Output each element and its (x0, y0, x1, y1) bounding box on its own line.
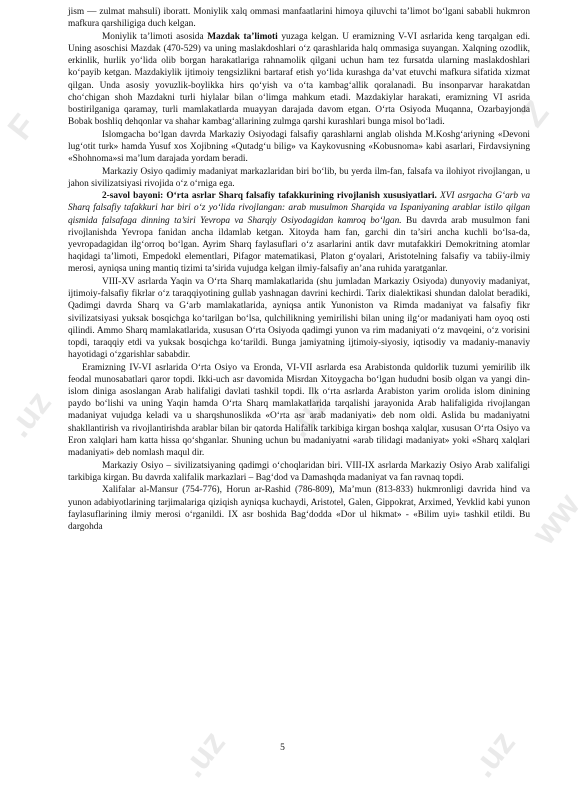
paragraph: Markaziy Osiyo qadimiy madaniyat markazlaridan biri bo‘lib, bu yerda ilm-fan, falsafa va ilohiyot rivojlangan, u jahon sivilizatsiyasi rivojida o‘z o‘rniga ega. (68, 166, 530, 189)
watermark-z: Z (513, 94, 557, 135)
paragraph: 2-savol bayoni: O‘rta asrlar Sharq falsafiy tafakkurining rivojlanish xususiyatlari. XVI asrgacha G‘arb va Sharq falsafiy tafakkuri har biri o‘z yo‘lida rivojlangan: arab musulmon Sharqida va Ispaniyaning arablar istilo qilgan qismida falsafaga dinning ta’siri Yevropa va Sharqiy Osiyodagidan kamroq bo‘lgan. Bu davrda arab musulmon fani rivojlanishda Yevropa fanidan ancha ildamlab ketgan. Xitoyda ham fan, garchi din ta’siri ancha kuchli bo‘lsa-da, yevropadagidan ilg‘orroq bo‘lgan. Ayrim Sharq faylasuflari o‘z asarlarini antik davr mutafakkiri Demokritning atomlar haqidagi ta’limoti, Empedokl elementlari, Pifagor matematikasi, Platon g‘oyalari, Aristotelning falsafiy va tabiiy-ilmiy merosi, ayniqsa uning mantiq tizimi ta’sirida vujudga kelgan ilmiy-falsafiy an’ana ruhida yaratganlar. (68, 191, 530, 275)
watermark-uz: .uz (0, 383, 59, 445)
paragraph: VIII-XV asrlarda Yaqin va O‘rta Sharq mamlakatlarida (shu jumladan Markaziy Osiyoda) dunyoviy madaniyat, ijtimoiy-falsafiy fikrlar o‘z taraqqiyotining gullab yashnagan davrini kechirdi. Tarix dialektikasi shundan dalolat beradiki, Qadimgi davrda Sharq va G‘arb mamlakatlarida, ayniqsa antik Yunoniston va Rimda madaniyat va falsafiy fikr sivilizatsiyasi yuksak bosqichga ko‘tarilgan bo‘lsa, qulchilikning yemirilishi bilan uning ilg‘or madaniyati ham oyoq osti qilindi. Ammo Sharq mamlakatlarida, xususan O‘rta Osiyoda qadimgi yunon va rim madaniyati o‘z mavqeini, o‘z vorisini topdi, taraqqiy etdi va yuksak bosqichga ko‘tarildi. Bunga jamiyatning ijtimoiy-siyosiy, iqtisodiy va madaniy-manaviy hayotidagi o‘zgarishlar sababdir. (68, 276, 530, 361)
watermark-uz: .uz (173, 723, 233, 785)
watermark-f: F (0, 107, 44, 148)
bold-term: Mazdak ta’limoti (207, 31, 278, 42)
paragraph: Xalifalar al-Mansur (754-776), Horun ar-Rashid (786-809), Ma’mun (813-833) hukmronligi davrida hind va yunon adabiyotlarining tarjimalariga qiziqish ayniqsa kuchaydi, Aristotel, Galen, Gippokrat, Arximed, Yevklid kabi yunon faylasuflarining ilmiy merosi o‘rganildi. IX asr boshida Bag‘dodda «Dor ul hikmat» - «Bilim uyi» tashkil etildi. Bu dargohda (68, 485, 530, 532)
section-heading: 2-savol bayoni: O‘rta asrlar Sharq falsafiy tafakkurining rivojlanish xususiyatlari. (102, 191, 437, 202)
watermark-ww: ww (524, 486, 588, 552)
paragraph: Islomgacha bo‘lgan davrda Markaziy Osiyodagi falsafiy qarashlarni anglab olishda M.Koshg‘ariyning «Devoni lug‘otit turk» hamda Yusuf xos Xojibning «Qutadg‘u bilig» va Kaykovusning «Kobusnoma» kabi asarlari, Firdavsiyning «Shohnoma»si ma’lum darajada yordam beradi. (68, 129, 530, 165)
paragraph: jism — zulmat mahsuli) iboratt. Moniylik xalq ommasi manfaatlarini himoya qiluvchi ta’limot bo‘lgani sababli hukmron mafkura qarshiligiga duch kelgan. (68, 7, 530, 30)
paragraph: Moniylik ta’limoti asosida Mazdak ta’limoti yuzaga kelgan. U eramizning V-VI asrlarida keng tarqalgan edi. Uning asoschisi Mazdak (470-529) va uning maslakdoshlari o‘z qarashlarida halq ommasiga suyangan. Xalqning ozodlik, erkinlik, hurlik yo‘lida olib borgan harakatlariga rahnamolik qilgani uchun ham tez fursatda ularning maslakdoshlari ko‘payib ketgan. Mazdakiylik ijtimoiy tengsizlikni bartaraf etish yo‘lida kurashga da’vat etuvchi mafkura sifatida xizmat qilgan. Unda asosiy yovuzlik-boylikka hirs qo‘yish va o‘ta kambag‘allik qoralanadi. Bu insonparvar harakatdan cho‘chigan shoh Mazdakni turli hiylalar bilan o‘limga mahkum etadi. Mazdakiylar harakati, eramizning VI asrida bostirilganiga qaramay, turli mamlakatlarda muayyan darajada davom etgan. O‘rta Osiyoda Muqanna, Ozarbayjonda Bobak boshliq dehqonlar va shahar kambag‘allarining zulmga qarshi kurashlari bunga misol bo‘ladi. (68, 31, 531, 128)
watermark-uz: .uz (278, 383, 338, 445)
paragraph: Markaziy Osiyo – sivilizatsiyaning qadimgi o‘choqlaridan biri. VIII-IX asrlarda Markaziy Osiyo Arab xalifaligi tarkibiga kirgan. Bu davrda xalifalik markazlari – Bag‘dod va Damashqda madaniyat va fan ravnaq topdi. (68, 460, 530, 483)
italic-passage: XVI asrgacha G‘arb va Sharq falsafiy tafakkuri har biri o‘z yo‘lida rivojlangan: arab musulmon Sharqida va Ispaniyaning arablar istilo qilgan qismida falsafaga dinning ta’siri Yevropa va Sharqiy Osiyodagidan kamroq bo‘lgan. (68, 191, 530, 226)
watermark-uz: .uz (463, 723, 523, 785)
document-page (68, 6, 530, 533)
paragraph: Eramizning IV-VI asrlarida O‘rta Osiyo va Eronda, VI-VII asrlarda esa Arabistonda quldorlik tuzumi yemirilib ilk feodal munosabatlari qaror topdi. Ikki-uch asr davomida Misrdan Xitoygacha bo‘lgan hududni bosib olgan va yangi din- islom diniga asoslangan Arab halifaligi davlati tashkil topdi. Ilk o‘rta asrlarda Arabiston yarim orolida islom dinining paydo bo‘lishi va uning Yaqin hamda O‘rta Sharq mamlakatlarida tarqalishi jarayonida Arab halifaligida rivojlangan madaniyat vujudga keladi va u sharqshunoslikda «O‘rta asr arab madaniyati» deb nom oldi. Aslida bu madaniyatni shakllantirish va rivojlantirishda arablar bilan bir qatorda Halifalik tarkibiga kirgan boshqa xalqlar, xususan O‘rta Osiyo va Eron xalqlari ham katta hissa qo‘shganlar. Shuning uchun bu madaniyatni «arab tilidagi madaniyat» yoki «Sharq xalqlari madaniyati» deb nomlash maqul dir. (68, 362, 530, 459)
page-number: 5 (280, 743, 285, 753)
